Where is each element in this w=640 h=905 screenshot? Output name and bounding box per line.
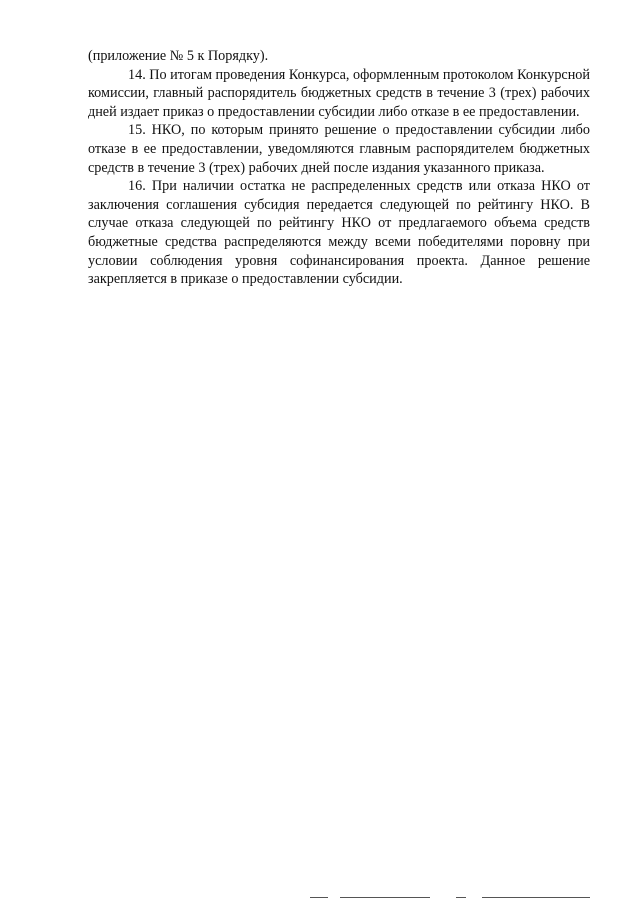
paragraph-14: 14. По итогам проведения Конкурса, оформленным протоколом Конкурсной комиссии, главный распорядитель бюджетных средств в течение 3 (трех) рабочих дней издает приказ о предоставлении субсидии либо отказе в ее предоставлении. — [88, 66, 590, 120]
document-body — [88, 47, 590, 289]
scan-mark — [340, 897, 430, 898]
scan-mark — [456, 897, 466, 898]
paragraph-16: 16. При наличии остатка не распределенных средств или отказа НКО от заключения соглашения субсидия передается следующей по рейтингу НКО. В случае отказа следующей по рейтингу НКО от предлагаемого объема средств бюджетные средства распределяются между всеми победителями поровну при условии соблюдения уровня софинансирования проекта. Данное решение закрепляется в приказе о предоставлении субсидии. — [88, 178, 590, 288]
scan-edge-marks — [0, 893, 640, 905]
scan-mark — [482, 897, 590, 898]
paragraph-15: 15. НКО, по которым принято решение о предоставлении субсидии либо отказе в ее предоставлении, уведомляются главным распорядителем бюджетных средств в течение 3 (трех) рабочих дней после издания указанного приказа. — [88, 122, 590, 176]
scan-mark — [310, 897, 328, 898]
continuation-line: (приложение № 5 к Порядку). — [88, 48, 269, 64]
